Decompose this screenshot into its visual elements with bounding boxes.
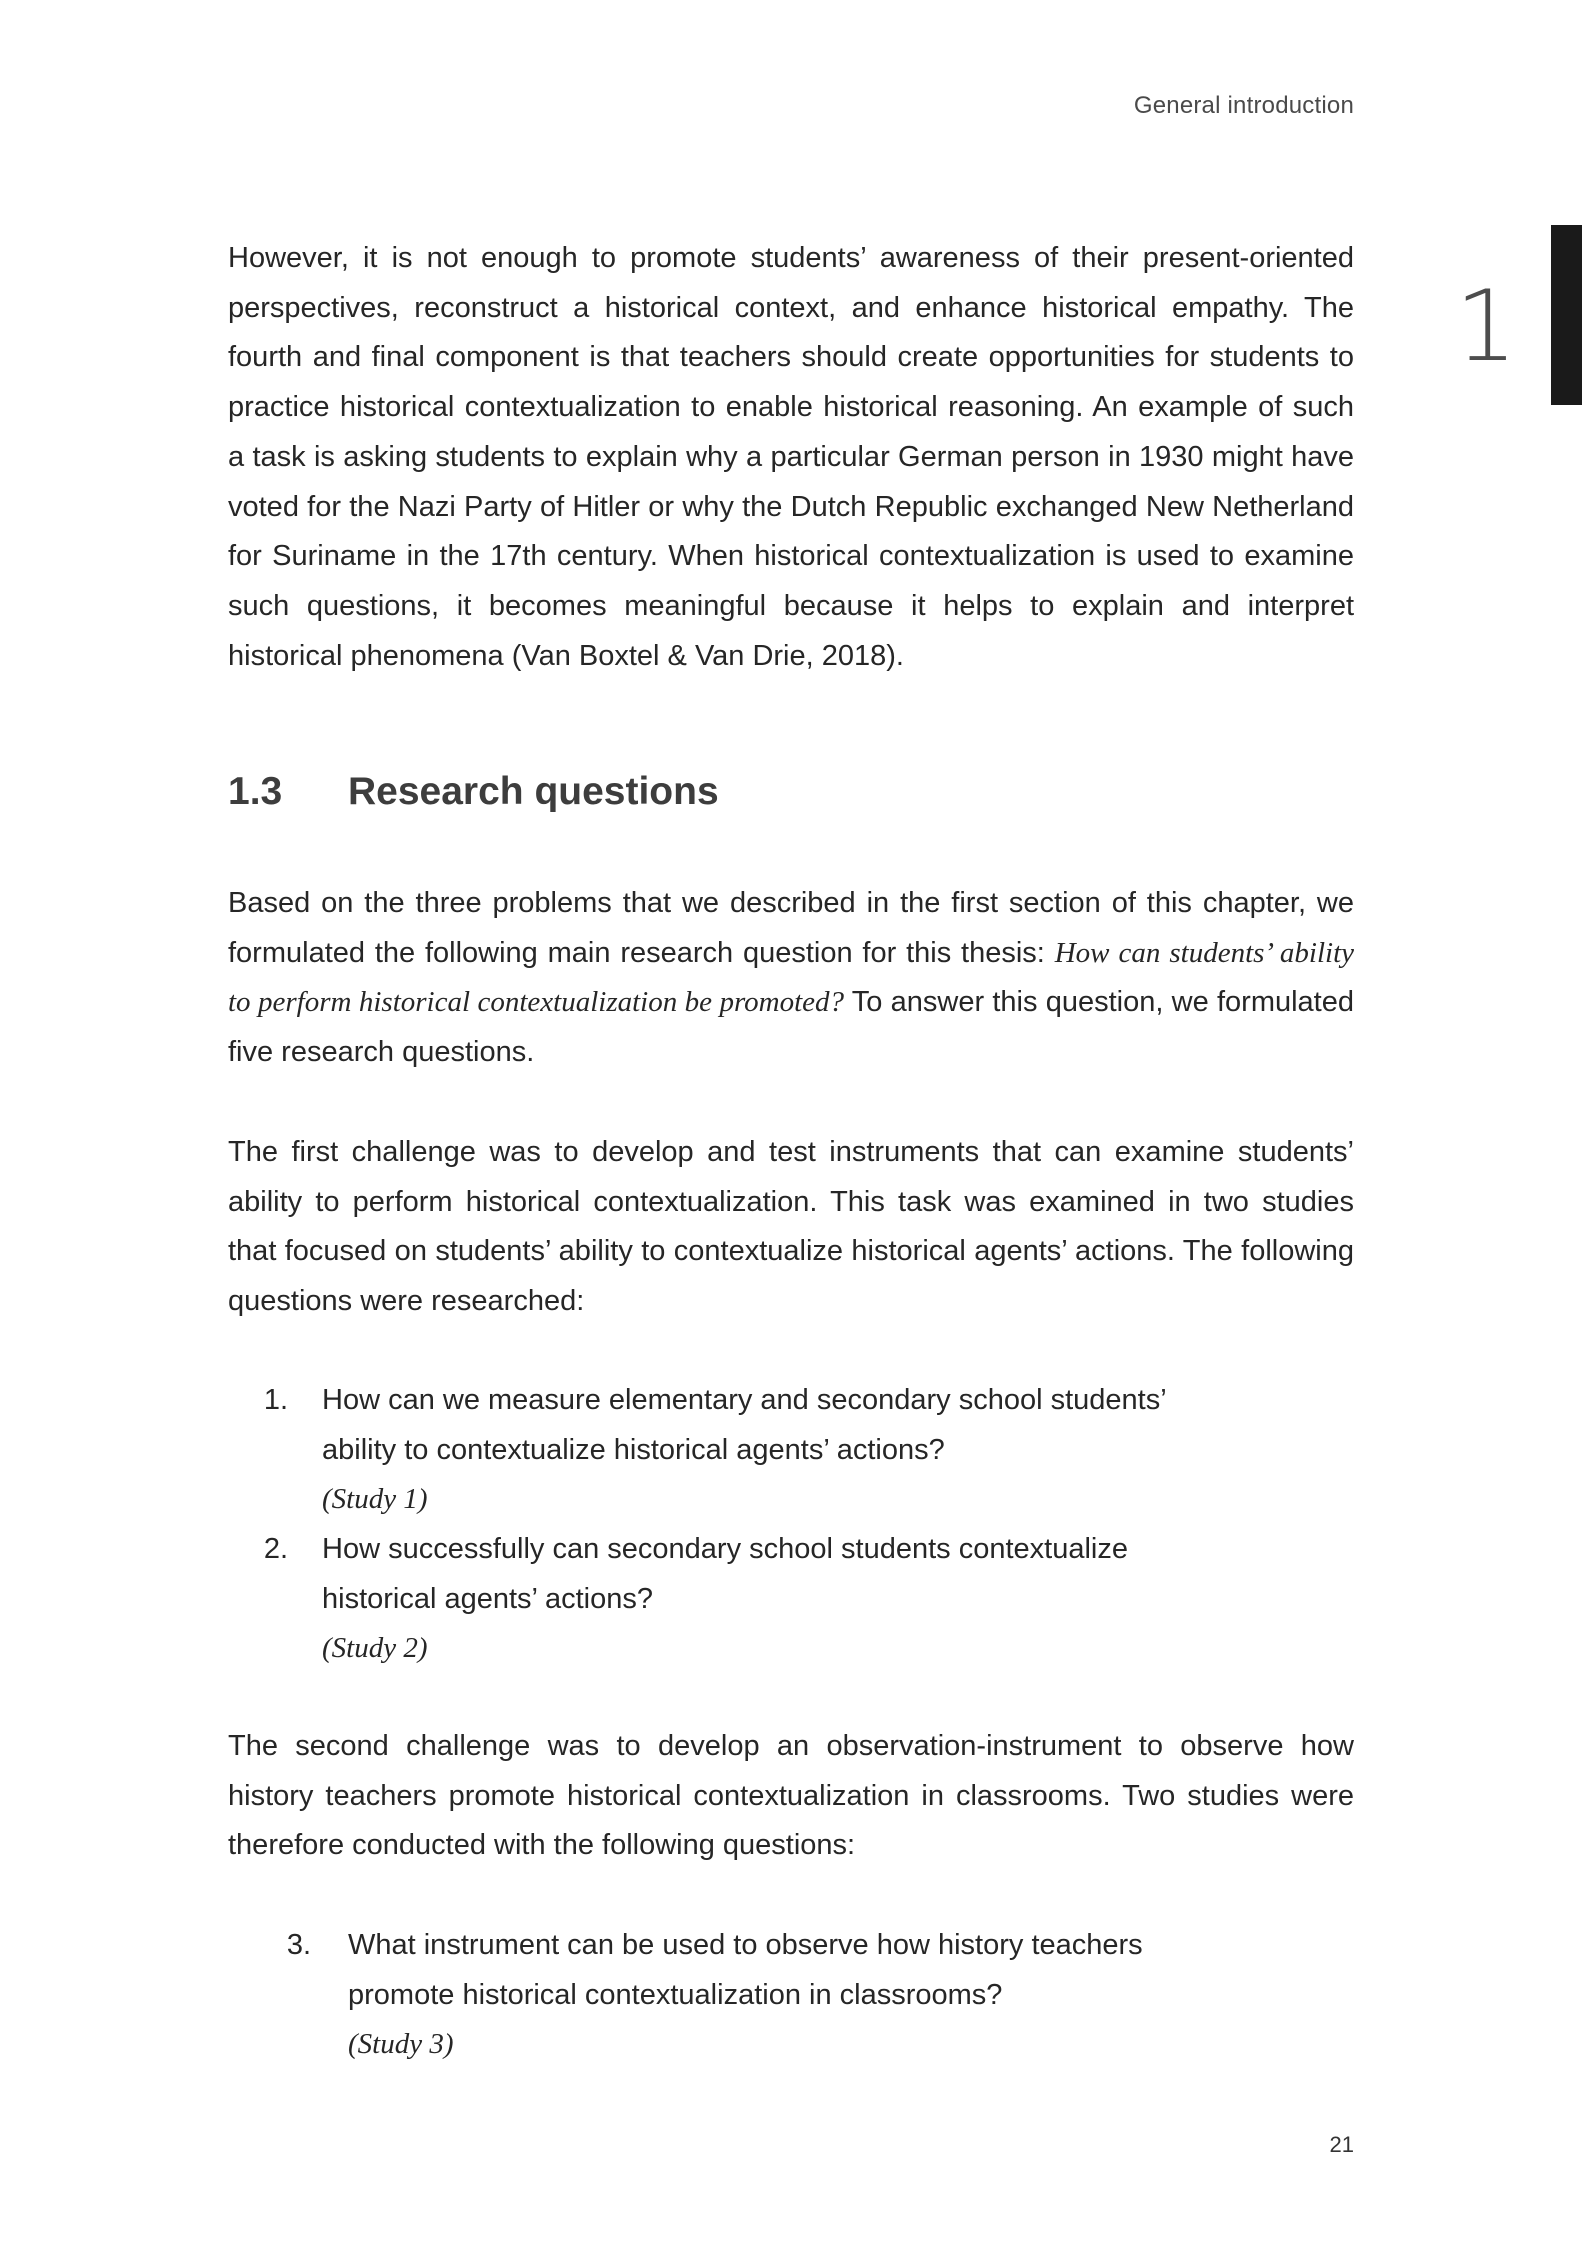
question-text: ability to contextualize historical agents’ actions? — [322, 1433, 945, 1466]
chapter-tab-marker — [1551, 225, 1582, 405]
question-text: historical agents’ actions? — [322, 1582, 653, 1615]
main-question-lead: Based on the three problems that we described in the first section of this chapter, we formulated the following main research question for this thesis: — [228, 887, 1354, 969]
main-question-block — [228, 879, 1354, 1078]
question-number: 1. — [263, 1384, 288, 1416]
chapter-number: 1 — [1455, 270, 1518, 384]
running-head: General introduction — [1133, 92, 1354, 119]
main-research-question: How can students’ ability to perform historical contextualization be promoted? — [228, 936, 1354, 1019]
question-study: (Study 2) — [322, 1632, 428, 1665]
section-title: Research questions — [348, 770, 719, 813]
research-question-item — [258, 1376, 1167, 1525]
challenge2-paragraph: The second challenge was to develop an observation-instrument to observe how history teachers promote historical contextualization in classrooms. Two studies were therefore conducted with the following questions: — [228, 1730, 1354, 1862]
question-number: 3. — [286, 1929, 311, 1961]
section-number: 1.3 — [228, 770, 283, 813]
question-text: What instrument can be used to observe how history teachers — [348, 1929, 1143, 1961]
section-heading — [228, 770, 719, 814]
page-number: 21 — [1329, 2132, 1354, 2157]
research-question-item — [281, 1921, 1143, 2070]
intro-paragraph: However, it is not enough to promote students’ awareness of their present-oriented perspectives, reconstruct a historical context, and enhance historical empathy. The fourth and final component is that teachers should create opportunities for students to practice historical contextualization to enable historical reasoning. An example of such a task is asking students to explain why a particular German person in 1930 might have voted for the Nazi Party of Hitler or why the Dutch Republic exchanged New Netherland for Suriname in the 17th century. When historical contextualization is used to examine such questions, it becomes meaningful because it helps to explain and interpret historical phenomena (Van Boxtel & Van Drie, 2018). — [228, 242, 1354, 672]
question-text: How successfully can secondary school students contextualize — [322, 1533, 1128, 1565]
research-question-item — [258, 1525, 1128, 1674]
challenge1-block — [228, 1128, 1354, 1327]
question-number: 2. — [263, 1533, 288, 1565]
intro-paragraph-block — [228, 234, 1354, 681]
question-text: How can we measure elementary and secondary school students’ — [322, 1384, 1167, 1416]
challenge1-paragraph: The first challenge was to develop and test instruments that can examine students’ ability to perform historical contextualization. This task was examined in two studies that focused on students’ ability to contextualize historical agents’ actions. The following questions were researched: — [228, 1136, 1354, 1318]
challenge2-block — [228, 1722, 1354, 1871]
main-question-tail: To answer this question, we formulated five research questions. — [228, 986, 1354, 1069]
main-question-paragraph — [228, 879, 1354, 1078]
question-study: (Study 3) — [348, 2028, 454, 2061]
question-text: promote historical contextualization in classrooms? — [348, 1978, 1003, 2011]
question-study: (Study 1) — [322, 1483, 428, 1516]
